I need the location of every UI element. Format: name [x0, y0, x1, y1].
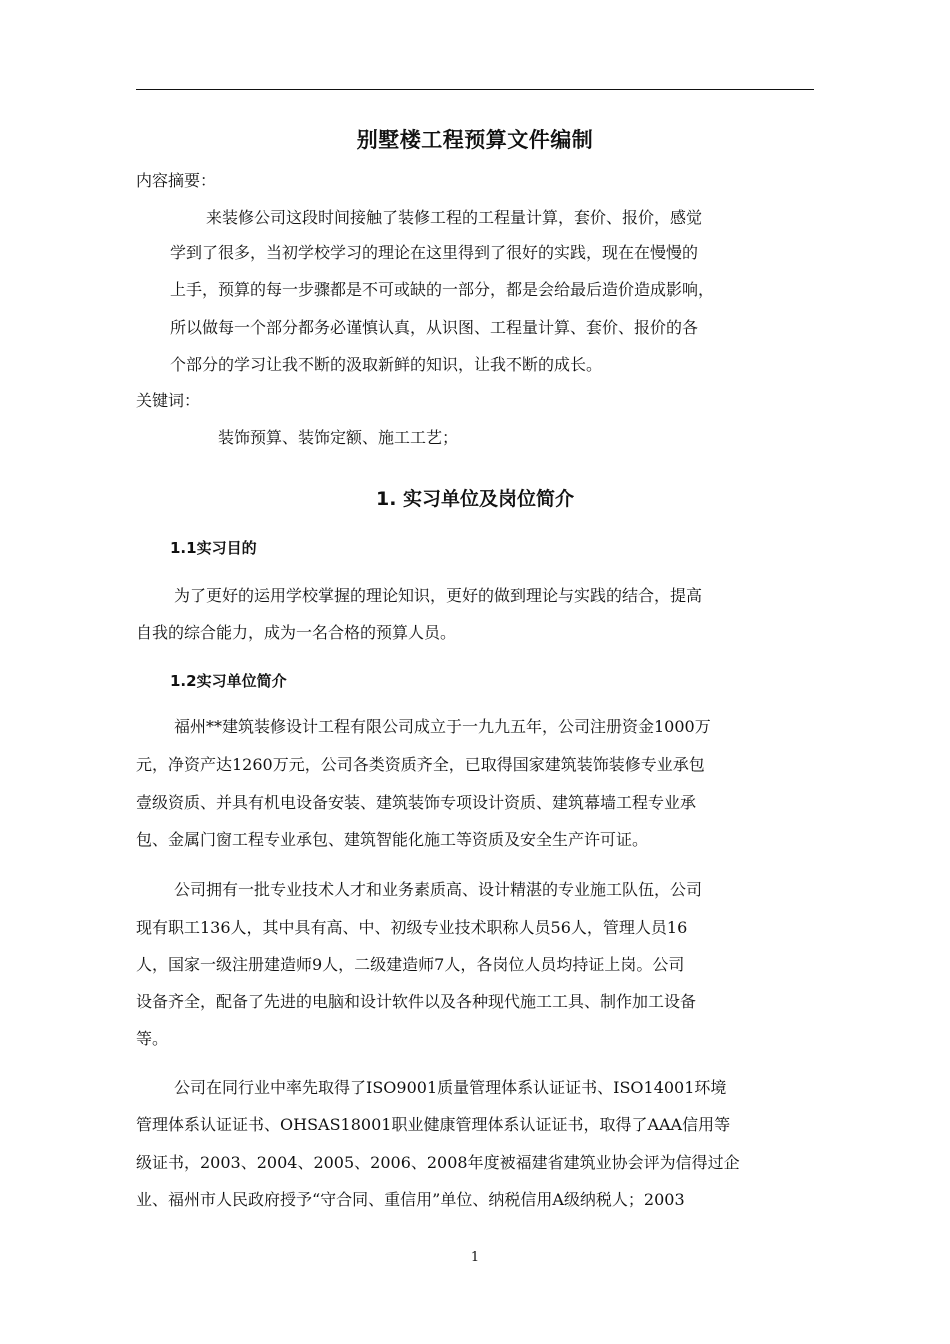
subsection-heading: 1.2实习单位简介: [170, 672, 287, 690]
paragraph-line: 人，国家一级注册建造师9人，二级建造师7人，各岗位人员均持证上岗。公司: [136, 955, 685, 974]
keywords-label: 关键词：: [136, 391, 201, 410]
paragraph-line: 现有职工136人，其中具有高、中、初级专业技术职称人员56人，管理人员16: [136, 918, 688, 937]
paragraph-line: 包、金属门窗工程专业承包、建筑智能化施工等资质及安全生产许可证。: [136, 830, 649, 849]
keywords-text: 装饰预算、装饰定额、施工工艺；: [218, 428, 459, 447]
document-title: 别墅楼工程预算文件编制: [356, 128, 594, 152]
header-rule: [136, 89, 814, 90]
abstract-line: 来装修公司这段时间接触了装修工程的工程量计算，套价、报价，感觉: [206, 208, 703, 227]
abstract-line: 个部分的学习让我不断的汲取新鲜的知识，让我不断的成长。: [170, 355, 603, 374]
paragraph-line: 为了更好的运用学校掌握的理论知识，更好的做到理论与实践的结合，提高: [174, 586, 703, 605]
paragraph-line: 公司在同行业中率先取得了ISO9001质量管理体系认证证书、ISO14001环境: [174, 1078, 727, 1097]
paragraph-line: 壹级资质、并具有机电设备安装、建筑装饰专项设计资质、建筑幕墙工程专业承: [136, 793, 697, 812]
paragraph-line: 福州**建筑装修设计工程有限公司成立于一九九五年，公司注册资金1000万: [174, 717, 711, 736]
subsection-heading: 1.1实习目的: [170, 539, 257, 557]
page-number: 1: [470, 1250, 480, 1265]
paragraph-line: 元，净资产达1260万元，公司各类资质齐全，已取得国家建筑装饰装修专业承包: [136, 755, 705, 774]
section-heading: 1. 实习单位及岗位简介: [375, 488, 575, 510]
paragraph-line: 业、福州市人民政府授予“守合同、重信用”单位、纳税信用A级纳税人；2003: [136, 1190, 685, 1209]
paragraph-line: 管理体系认证证书、OHSAS18001职业健康管理体系认证证书，取得了AAA信用等: [136, 1115, 731, 1134]
paragraph-line: 级证书，2003、2004、2005、2006、2008年度被福建省建筑业协会评为信得过企: [136, 1153, 740, 1172]
paragraph-line: 自我的综合能力，成为一名合格的预算人员。: [136, 623, 457, 642]
paragraph-line: 公司拥有一批专业技术人才和业务素质高、设计精湛的专业施工队伍，公司: [174, 880, 703, 899]
abstract-line: 学到了很多，当初学校学习的理论在这里得到了很好的实践，现在在慢慢的: [170, 243, 699, 262]
abstract-label: 内容摘要：: [136, 171, 217, 190]
paragraph-line: 设备齐全，配备了先进的电脑和设计软件以及各种现代施工工具、制作加工设备: [136, 992, 697, 1011]
paragraph-line: 等。: [136, 1029, 169, 1048]
abstract-line: 所以做每一个部分都务必谨慎认真，从识图、工程量计算、套价、报价的各: [170, 318, 699, 337]
abstract-line: 上手，预算的每一步骤都是不可或缺的一部分，都是会给最后造价造成影响，: [170, 280, 715, 299]
